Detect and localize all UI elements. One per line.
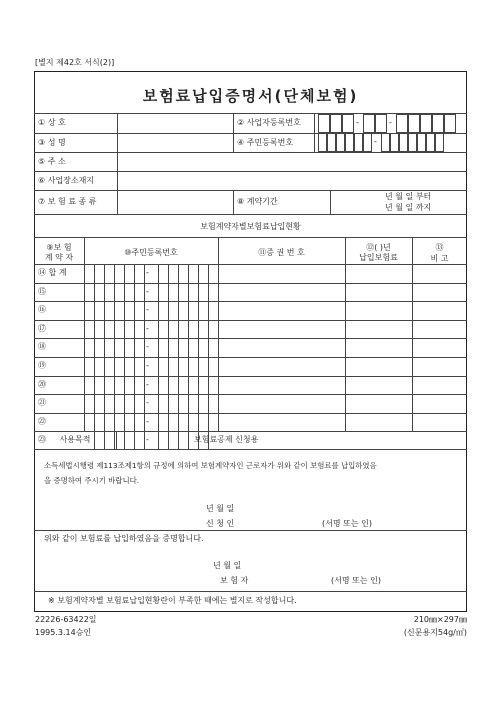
row-number: ㉓ [38,435,46,445]
applicant-label: 신 청 인 [206,519,235,528]
digit-box[interactable] [417,133,426,152]
cell-divider [178,338,179,357]
cell-divider [178,264,179,283]
paper-type: (신문용지54g/㎡) [403,628,467,637]
company-name-label: ① 상 호 [38,118,66,127]
cell-divider [104,283,105,302]
table-row-divider [34,338,467,339]
divider [34,152,467,153]
cell-divider [144,338,145,357]
form-title: 보험료납입증명서(단체보험) [142,87,359,105]
cell-divider [178,431,179,450]
cell-divider [94,413,95,432]
cell-divider [158,338,159,357]
row-number: ⑮ [38,286,46,296]
divider [34,264,467,265]
cell-divider [104,413,105,432]
divider [412,237,413,431]
cell-divider [124,283,125,302]
cell-divider [104,394,105,413]
cell-divider [124,394,125,413]
cell-divider [188,413,189,432]
cell-divider [168,413,169,432]
row-number: ⑱ [38,342,46,352]
cell-divider [114,394,115,413]
cell-divider [114,264,115,283]
cell-divider [134,357,135,376]
cell-divider [198,357,199,376]
digit-box[interactable] [444,114,456,133]
dash-separator: - [146,286,149,296]
cell-divider [94,283,95,302]
digit-box[interactable] [330,114,342,133]
divider [34,214,467,215]
cell-divider [94,301,95,320]
cell-divider [134,320,135,339]
cell-divider [168,301,169,320]
cell-divider [124,264,125,283]
cell-divider [178,394,179,413]
cell-divider [124,431,125,450]
cell-divider [134,283,135,302]
digit-box[interactable] [408,133,417,152]
cell-divider [168,357,169,376]
digit-box[interactable] [318,114,330,133]
cell-divider [208,283,209,302]
divider [34,591,467,592]
cell-divider [134,301,135,320]
divider [34,190,467,191]
table-row-divider [34,413,467,414]
contract-period-label: ⑧ 계약기간 [237,197,278,206]
divider [345,237,346,431]
cell-divider [178,413,179,432]
digit-box[interactable] [432,114,444,133]
cell-divider [134,431,135,450]
cell-divider [178,357,179,376]
resident-no-header: ⑩주민등록번호 [124,248,178,257]
divider [34,431,467,432]
purpose-value: 보험료공제 신청용 [194,435,259,444]
cell-divider [114,283,115,302]
insurer-label: 보 험 자 [220,576,249,585]
divider [117,113,118,214]
approval-date: 1995.3.14승인 [35,628,92,637]
row-number: ㉑ [38,398,46,408]
digit-box[interactable] [342,114,354,133]
table-row-divider [34,357,467,358]
cell-divider [104,376,105,395]
divider [218,237,219,431]
cell-divider [144,264,145,283]
cell-divider [198,413,199,432]
dash-separator: - [146,379,149,389]
form-number: [별지 제42호 서식(2)] [35,58,115,67]
cell-divider [208,376,209,395]
cell-divider [144,357,145,376]
table-row-divider [34,283,467,284]
cell-divider [144,376,145,395]
cell-divider [134,376,135,395]
section-title: 보험계약자별보험료납입현황 [200,222,301,231]
cell-divider [188,301,189,320]
cell-divider [114,413,115,432]
dash-separator: - [146,268,149,277]
cell-divider [94,320,95,339]
cell-divider [144,394,145,413]
cell-divider [188,338,189,357]
cell-divider [144,431,145,450]
digit-box[interactable] [408,114,420,133]
remarks-header-num: ⑬ [435,243,444,252]
cell-divider [94,338,95,357]
insured-header: ⑨보 험 [46,243,72,252]
cell-divider [208,394,209,413]
cell-divider [208,413,209,432]
divider [116,431,117,449]
cell-divider [158,301,159,320]
divider [84,237,85,431]
cell-divider [188,394,189,413]
cell-divider [158,320,159,339]
table-row-divider [34,376,467,377]
row-number: ⑰ [38,323,46,333]
digit-box[interactable] [426,133,435,152]
cell-divider [188,320,189,339]
digit-box[interactable] [363,133,372,152]
cell-divider [134,394,135,413]
row-number: ⑲ [38,361,46,370]
policy-no-header: ⑪증 권 번 호 [258,248,305,257]
address-label: ⑤ 주 소 [38,157,66,166]
table-row-divider [34,394,467,395]
cell-divider [208,301,209,320]
cell-divider [198,264,199,283]
period-from: 년 월 일 부터 [385,192,432,201]
cell-divider [124,376,125,395]
divider [34,449,467,450]
digit-box[interactable] [396,114,408,133]
cell-divider [134,338,135,357]
cell-divider [114,320,115,339]
table-row-divider [34,320,467,321]
cell-divider [168,320,169,339]
cell-divider [168,376,169,395]
dash-separator: - [146,416,149,426]
cell-divider [208,357,209,376]
cell-divider [208,320,209,339]
application-date: 년 월 일 [206,504,235,513]
certification-text: 위와 같이 보험료를 납입하였음을 증명합니다. [44,534,204,543]
cell-divider [158,264,159,283]
business-reg-no-label: ② 사업자등록번호 [237,118,301,127]
digit-box[interactable] [345,133,354,152]
digit-box[interactable] [435,133,444,152]
cell-divider [168,431,169,450]
cell-divider [104,264,105,283]
cell-divider [104,338,105,357]
cell-divider [158,357,159,376]
cell-divider [188,264,189,283]
divider [233,113,234,152]
cell-divider [124,338,125,357]
paid-premium-header-sub: 납입보험료 [359,253,398,262]
cell-divider [134,264,135,283]
cell-divider [208,264,209,283]
cell-divider [94,357,95,376]
cell-divider [144,413,145,432]
paper-size: 210㎜×297㎜ [413,615,467,624]
insurer-signature: (서명 또는 인) [331,576,381,585]
dash-separator: - [374,137,377,146]
cell-divider [144,283,145,302]
cell-divider [178,301,179,320]
business-location-label: ⑥ 사업장소재지 [38,176,95,185]
divider [34,171,467,172]
purpose-label: 사용목적 [59,435,91,444]
digit-box[interactable] [420,114,432,133]
digit-box[interactable] [381,133,390,152]
cell-divider [124,301,125,320]
certification-date: 년 월 일 [213,561,242,570]
cell-divider [104,320,105,339]
cell-divider [124,357,125,376]
digit-box[interactable] [375,114,387,133]
divider [34,237,467,238]
premium-type-label: ⑦ 보 험 료 종 류 [38,197,97,206]
cell-divider [168,394,169,413]
dash-separator: - [146,398,149,408]
cell-divider [158,431,159,450]
row-number: ⑳ [38,379,46,389]
dash-separator: - [356,118,359,127]
cell-divider [94,394,95,413]
cell-divider [114,376,115,395]
form-code: 22226-63422일 [35,615,97,624]
divider [330,190,331,214]
paid-premium-header: ⑫( )년 [366,243,391,252]
cell-divider [104,357,105,376]
cell-divider [114,338,115,357]
digit-box[interactable] [327,133,336,152]
cell-divider [144,320,145,339]
cell-divider [144,301,145,320]
cell-divider [158,394,159,413]
cell-divider [158,413,159,432]
digit-box[interactable] [318,133,327,152]
cell-divider [94,376,95,395]
cell-divider [168,338,169,357]
dash-separator: - [389,118,392,127]
digit-box[interactable] [363,114,375,133]
cell-divider [158,283,159,302]
dash-separator: - [146,342,149,352]
cell-divider [178,376,179,395]
divider [233,190,234,214]
statement-line2: 을 증명하여 주시기 바랍니다. [44,476,140,485]
digit-box[interactable] [354,133,363,152]
cell-divider [168,283,169,302]
cell-divider [198,338,199,357]
cell-divider [188,357,189,376]
resident-reg-no-label: ④ 주민등록번호 [237,138,294,147]
total-label: ⑭ 합 계 [38,268,67,277]
cell-divider [208,338,209,357]
cell-divider [198,283,199,302]
cell-divider [94,264,95,283]
remarks-header: 비 고 [430,254,449,263]
cell-divider [104,301,105,320]
statement-line1: 소득세법시행령 제113조제1항의 규정에 의하여 보험계약자인 근로자가 위와 같이 보험료를 납입하였음 [44,461,377,470]
digit-box[interactable] [390,133,399,152]
cell-divider [188,431,189,450]
dash-separator: - [146,323,149,333]
digit-box[interactable] [399,133,408,152]
insured-header-sub: 계 약 자 [44,253,74,262]
cell-divider [134,413,135,432]
divider [314,113,315,152]
digit-box[interactable] [336,133,345,152]
dash-separator: - [146,361,149,370]
cell-divider [158,376,159,395]
cell-divider [114,357,115,376]
cell-divider [178,283,179,302]
cell-divider [168,264,169,283]
name-label: ③ 성 명 [38,138,66,147]
cell-divider [198,376,199,395]
divider [34,530,467,531]
cell-divider [198,394,199,413]
cell-divider [188,376,189,395]
period-to: 년 월 일 까지 [385,203,432,212]
table-row-divider [34,301,467,302]
dash-separator: - [146,435,149,445]
row-number: ⑯ [38,305,46,315]
dash-separator: - [146,305,149,315]
cell-divider [114,301,115,320]
cell-divider [198,320,199,339]
cell-divider [124,413,125,432]
note: ※ 보험계약자별 보험료납입현황란이 부족한 때에는 별지로 작성합니다. [48,596,297,605]
applicant-signature: (서명 또는 인) [322,519,372,528]
cell-divider [188,283,189,302]
cell-divider [178,320,179,339]
cell-divider [198,301,199,320]
row-number: ㉒ [38,416,46,426]
cell-divider [124,320,125,339]
